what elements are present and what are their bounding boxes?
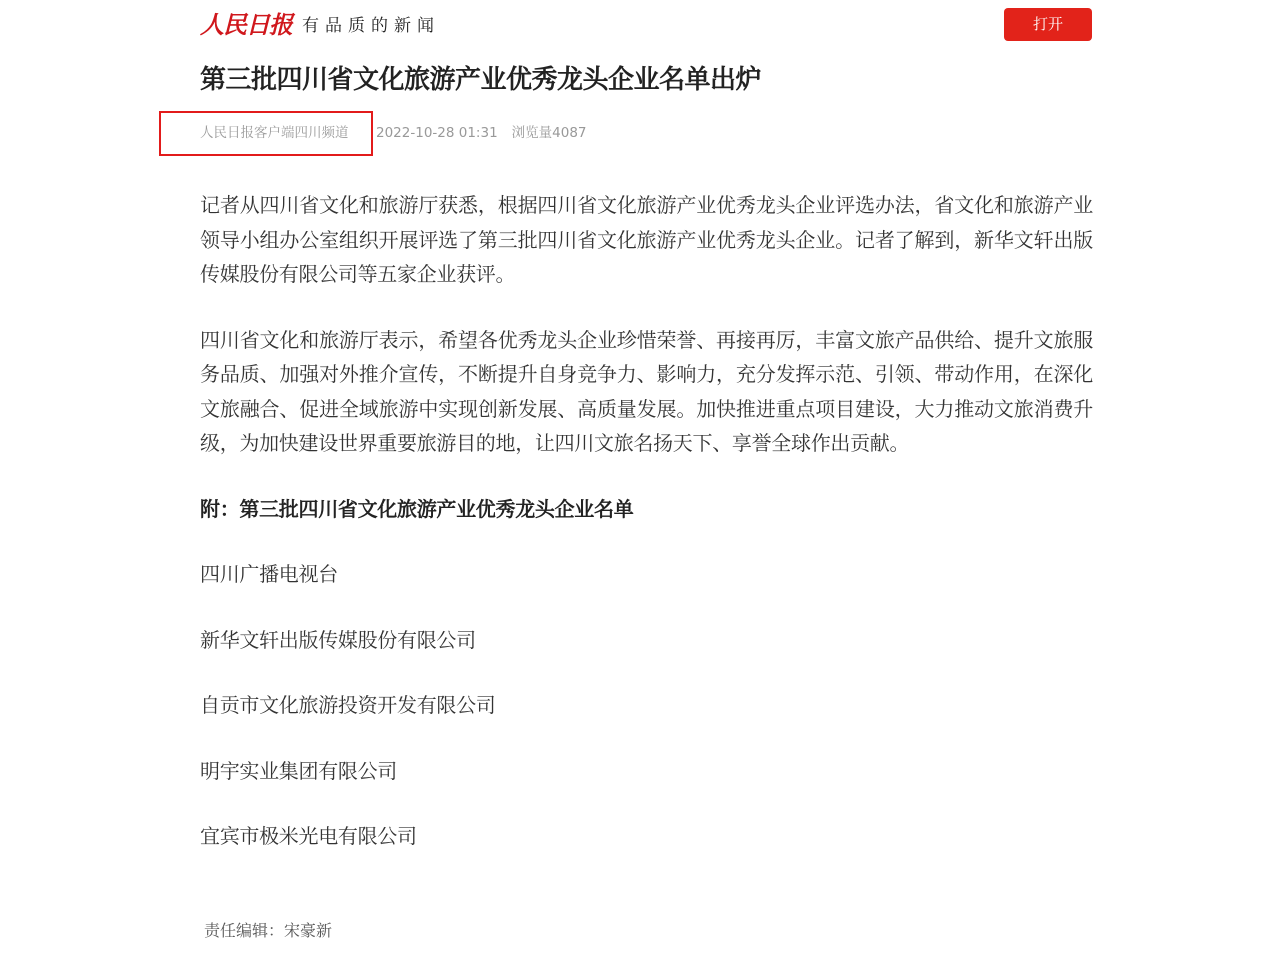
article-views: 浏览量4087 [511,125,587,141]
people-daily-logo: 人民日报 [200,10,292,39]
company-list-item: 明宇实业集团有限公司 [200,758,397,783]
list-heading: 附：第三批四川省文化旅游产业优秀龙头企业名单 [200,496,634,521]
article-body [200,188,1093,885]
company-list-item: 四川广播电视台 [200,562,338,586]
company-list-item: 宜宾市极米光电有限公司 [200,824,417,848]
company-list-item: 自贡市文化旅游投资开发有限公司 [200,693,496,717]
article-title: 第三批四川省文化旅游产业优秀龙头企业名单出炉 [200,65,762,95]
article-paragraph: 记者从四川省文化和旅游厅获悉，根据四川省文化旅游产业优秀龙头企业评选办法，省文化和旅游产业领导小组办公室组织开展评选了第三批四川省文化旅游产业优秀龙头企业。记者了解到，新华文轩出版传媒股份有限公司等五家企业获评。 [200,193,1093,286]
open-app-button[interactable]: 打开 [1004,8,1092,41]
article-paragraph: 四川省文化和旅游厅表示，希望各优秀龙头企业珍惜荣誉、再接再厉，丰富文旅产品供给、提升文旅服务品质、加强对外推介宣传，不断提升自身竞争力、影响力，充分发挥示范、引领、带动作用，在深化文旅融合、促进全域旅游中实现创新发展、高质量发展。加快推进重点项目建设，大力推动文旅消费升级，为加快建设世界重要旅游目的地，让四川文旅名扬天下、享誉全球作出贡献。 [200,327,1093,455]
app-header [200,8,1092,42]
article-source[interactable]: 人民日报客户端四川频道 [200,125,349,141]
header-slogan: 有品质的新闻 [302,16,440,36]
company-list-item: 新华文轩出版传媒股份有限公司 [200,627,476,652]
article-time: 2022-10-28 01:31 [376,125,498,141]
source-highlight-box [159,111,373,156]
responsible-editor: 责任编辑：宋豪新 [204,921,333,940]
